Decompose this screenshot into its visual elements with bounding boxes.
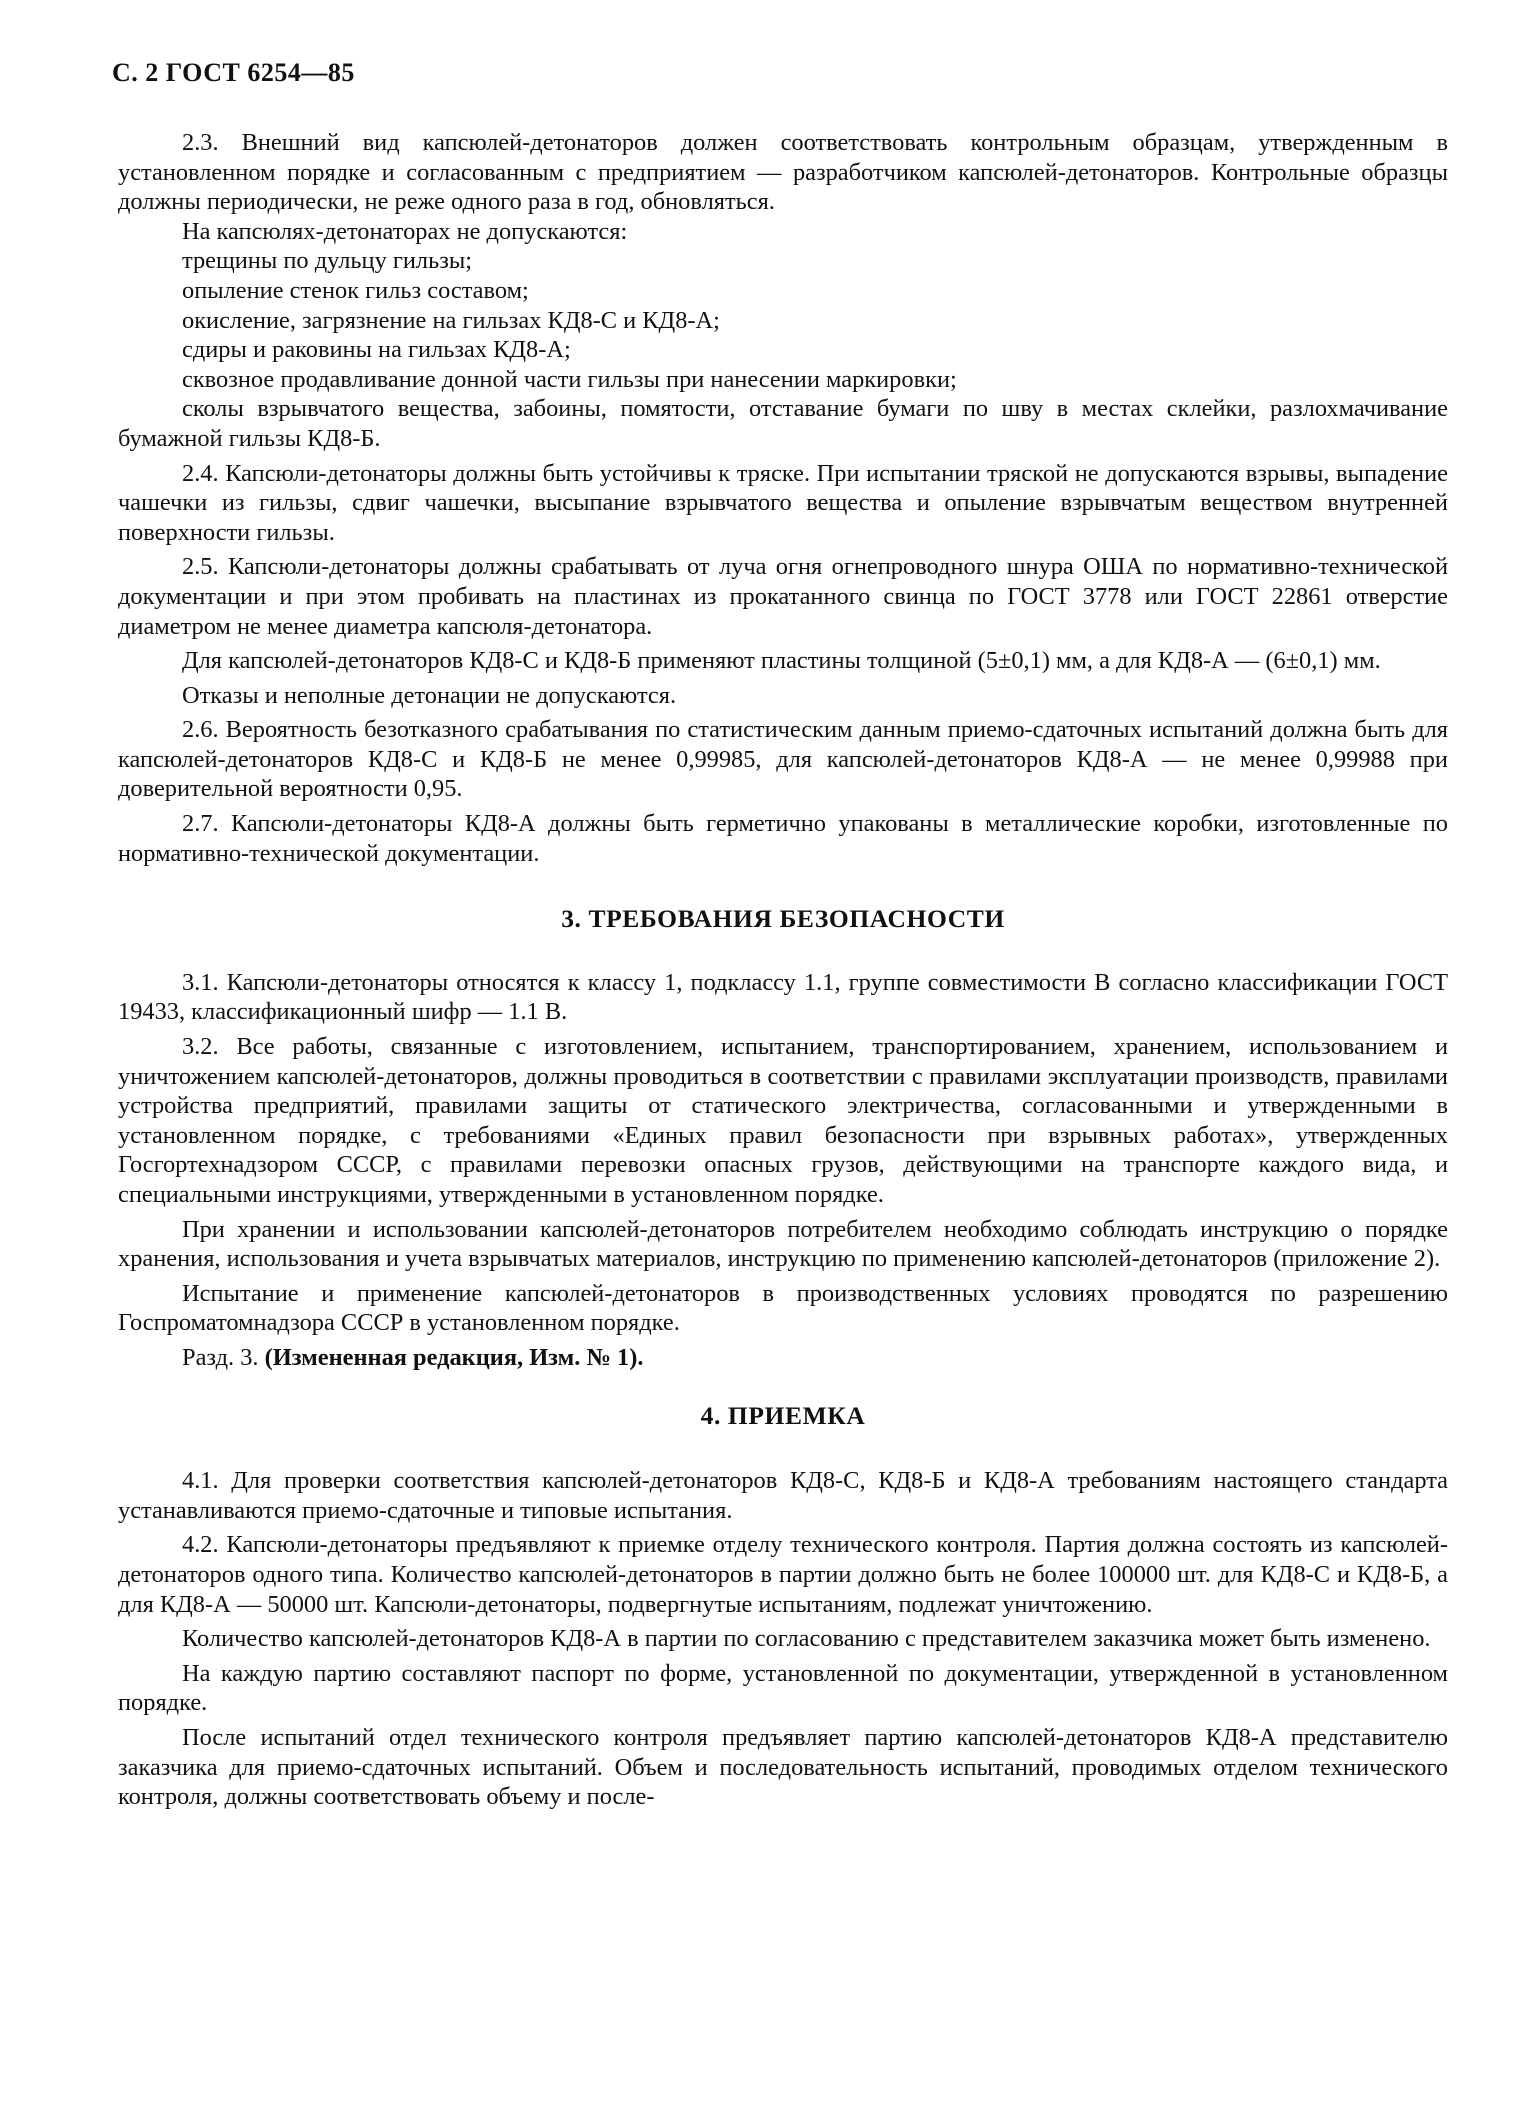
revision-note-line [118, 1343, 1448, 1373]
section-3-heading: 3. ТРЕБОВАНИЯ БЕЗОПАСНОСТИ [561, 904, 1005, 934]
paragraph-testing: Испытание и применение капсюлей-детонаторов в производственных условиях проводятся по разрешению Госпроматомнадзора СССР в установленном порядке. [118, 1279, 1448, 1337]
paragraph-2-5: 2.5. Капсюли-детонаторы должны срабатывать от луча огня огнепроводного шнура ОША по нормативно-технической документации и при этом пробивать на пластинах из прокатанного свинца по ГОСТ 3778 или ГОСТ 22861 отверстие диаметром не менее диаметра капсюля-детонатора. [118, 553, 1448, 640]
document-body [118, 128, 1448, 1812]
list-item: сдиры и раковины на гильзах КД8-А; [182, 336, 571, 364]
paragraph-4-1: 4.1. Для проверки соответствия капсюлей-детонаторов КД8-С, КД8-Б и КД8-А требованиям настоящего стандарта устанавливаются приемо-сдаточные и типовые испытания. [118, 1467, 1448, 1524]
paragraph-2-6: 2.6. Вероятность безотказного срабатывания по статистическим данным приемо-сдаточных испытаний должна быть для капсюлей-детонаторов КД8-С и КД8-Б не менее 0,99985, для капсюлей-детонаторов КД8-А — не менее 0,99988 при доверительной вероятности 0,95. [118, 716, 1448, 803]
paragraph-acceptance: После испытаний отдел технического контроля предъявляет партию капсюлей-детонаторов КД8-А представителю заказчика для приемо-сдаточных испытаний. Объем и последовательность испытаний, проводимых отделом технического контроля, должны соответствовать объему и после- [118, 1723, 1448, 1811]
paragraph-defects-intro: На капсюлях-детонаторах не допускаются: [182, 217, 628, 245]
paragraph-storage: При хранении и использовании капсюлей-детонаторов потребителем необходимо соблюдать инструкцию о порядке хранения, использования и учета взрывчатых материалов, инструкцию по применению капсюлей-детонаторов (приложение 2). [118, 1215, 1448, 1273]
list-item: окисление, загрязнение на гильзах КД8-С и КД8-А; [182, 306, 720, 334]
page-header: С. 2 ГОСТ 6254—85 [112, 58, 355, 87]
paragraph-4-2: 4.2. Капсюли-детонаторы предъявляют к приемке отделу технического контроля. Партия должна состоять из капсюлей-детонаторов одного типа. Количество капсюлей-детонаторов в партии должно быть не более 100000 шт. для КД8-С и КД8-Б, а для КД8-А — 50000 шт. Капсюли-детонаторы, подвергнутые испытаниям, подлежат уничтожению. [118, 1531, 1448, 1618]
list-item: опыление стенок гильз составом; [182, 276, 529, 304]
paragraph-3-1: 3.1. Капсюли-детонаторы относятся к классу 1, подклассу 1.1, группе совместимости B согласно классификации ГОСТ 19433, классификационный шифр — 1.1 B. [118, 968, 1448, 1026]
paragraph-batch-size: Количество капсюлей-детонаторов КД8-А в партии по согласованию с представителем заказчика может быть изменено. [182, 1625, 1431, 1653]
paragraph-2-3: 2.3. Внешний вид капсюлей-детонаторов должен соответствовать контрольным образцам, утвержденным в установленном порядке и согласованным с предприятием — разработчиком капсюлей-детонаторов. Контрольные образцы должны периодически, не реже одного раза в год, обновляться. [118, 129, 1448, 216]
list-item: сквозное продавливание донной части гильзы при нанесении маркировки; [182, 365, 957, 393]
section-4-heading: 4. ПРИЕМКА [700, 1400, 866, 1430]
revision-prefix: Разд. 3. [182, 1343, 259, 1371]
paragraph-3-2: 3.2. Все работы, связанные с изготовлением, испытанием, транспортированием, хранением, использованием и уничтожением капсюлей-детонаторов, должны проводиться в соответствии с правилами эксплуатации производств, правилами устройства предприятий, правилами защиты от статического электричества, согласованными и утвержденными в установленном порядке, с требованиями «Единых правил безопасности при взрывных работах», утвержденных Госгортехнадзором СССР, с правилами перевозки опасных грузов, действующими на транспорте каждого вида, и специальными инструкциями, утвержденными в установленном порядке. [118, 1033, 1448, 1208]
paragraph-no-failures: Отказы и неполные детонации не допускаются. [182, 681, 677, 709]
paragraph-2-7: 2.7. Капсюли-детонаторы КД8-А должны быть герметично упакованы в металлические коробки, изготовленные по нормативно-технической документации. [118, 810, 1448, 867]
list-item: трещины по дульцу гильзы; [182, 247, 473, 275]
paragraph-passport: На каждую партию составляют паспорт по форме, установленной по документации, утвержденной в установленном порядке. [118, 1659, 1448, 1717]
revision-note: (Измененная редакция, Изм. № 1). [264, 1343, 644, 1371]
list-item: сколы взрывчатого вещества, забоины, помятости, отставание бумаги по шву в местах склейки, разлохмачивание бумажной гильзы КД8-Б. [118, 395, 1448, 452]
paragraph-plate-thickness: Для капсюлей-детонаторов КД8-С и КД8-Б применяют пластины толщиной (5±0,1) мм, а для КД8-А — (6±0,1) мм. [182, 647, 1381, 675]
paragraph-2-4: 2.4. Капсюли-детонаторы должны быть устойчивы к тряске. При испытании тряской не допускаются взрывы, выпадение чашечки из гильзы, сдвиг чашечки, высыпание взрывчатого вещества и опыление взрывчатым веществом внутренней поверхности гильзы. [118, 459, 1448, 546]
